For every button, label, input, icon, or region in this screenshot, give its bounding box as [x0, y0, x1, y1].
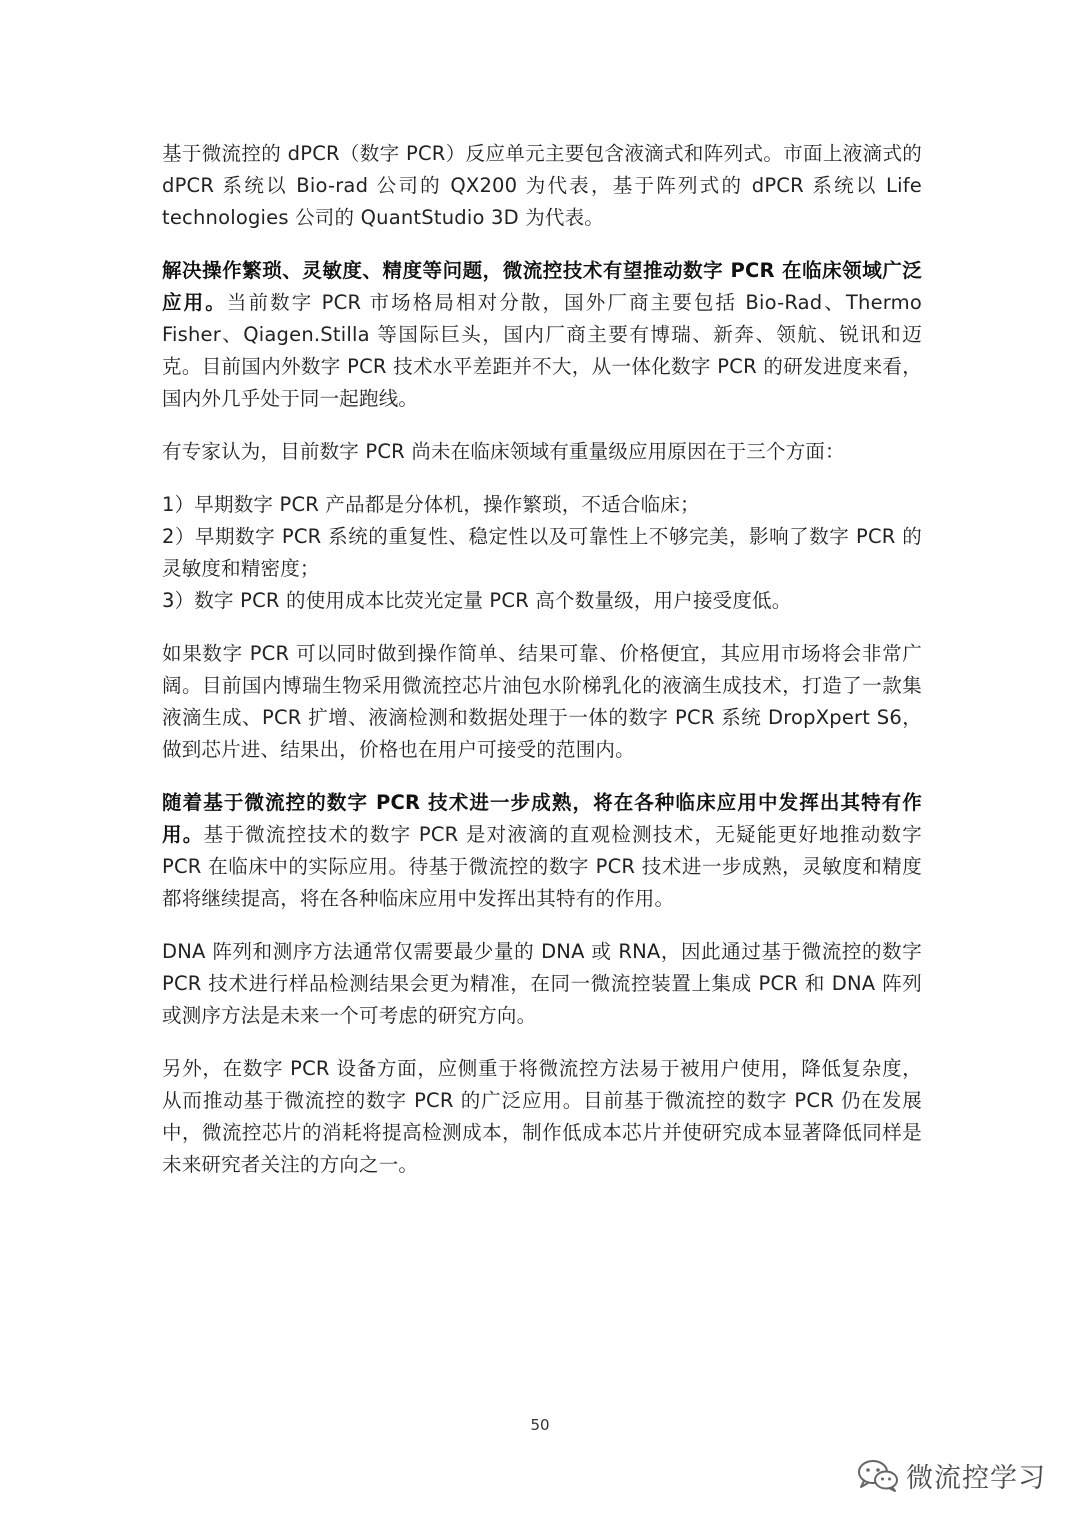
paragraph-1: [162, 138, 922, 234]
paragraph-4-text: 如果数字 PCR 可以同时做到操作简单、结果可靠、价格便宜，其应用市场将会非常广阔。目前国内博瑞生物采用微流控芯片油包水阶梯乳化的液滴生成技术，打造了一款集液滴生成、PCR 扩增、液滴检测和数据处理于一体的数字 PCR 系统 DropXpert S6，做到芯片进、结果出，价格也在用户可接受的范围内。: [162, 642, 922, 761]
paragraph-5: [162, 787, 922, 915]
page-number: 50: [530, 1416, 550, 1434]
paragraph-7-text: 另外，在数字 PCR 设备方面，应侧重于将微流控方法易于被用户使用，降低复杂度，从而推动基于微流控的数字 PCR 的广泛应用。目前基于微流控的数字 PCR 仍在发展中，微流控芯片的消耗将提高检测成本，制作低成本芯片并使研究成本显著降低同样是未来研究者关注的方向之一。: [162, 1057, 922, 1176]
paragraph-1-text: 基于微流控的 dPCR（数字 PCR）反应单元主要包含液滴式和阵列式。市面上液滴式的 dPCR 系统以 Bio-rad 公司的 QX200 为代表，基于阵列式的 dPCR 系统以 Life technologies 公司的 QuantStudio 3D 为代表。: [162, 142, 922, 229]
paragraph-5-text: 基于微流控技术的数字 PCR 是对液滴的直观检测技术，无疑能更好地推动数字 PCR 在临床中的实际应用。待基于微流控的数字 PCR 技术进一步成熟，灵敏度和精度都将继续提高，将在各种临床应用中发挥出其特有的作用。: [162, 823, 922, 910]
list-item-2: 2）早期数字 PCR 系统的重复性、稳定性以及可靠性上不够完美，影响了数字 PCR 的灵敏度和精密度；: [162, 525, 922, 580]
paragraph-3: [162, 436, 922, 468]
paragraph-2-text: 当前数字 PCR 市场格局相对分散，国外厂商主要包括 Bio-Rad、Thermo Fisher、Qiagen.Stilla 等国际巨头，国内厂商主要有博瑞、新奔、领航、锐讯和迈克。目前国内外数字 PCR 技术水平差距并不大，从一体化数字 PCR 的研发进度来看，国内外几乎处于同一起跑线。: [162, 291, 922, 410]
paragraph-2: [162, 255, 922, 415]
watermark: [856, 1456, 1046, 1495]
paragraph-5-bold: 随着基于微流控的数字 PCR 技术进一步成熟，将在各种临床应用中发挥出其特有作用。: [162, 791, 922, 846]
paragraph-6-text: DNA 阵列和测序方法通常仅需要最少量的 DNA 或 RNA，因此通过基于微流控的数字 PCR 技术进行样品检测结果会更为精准，在同一微流控装置上集成 PCR 和 DNA 阵列或测序方法是未来一个可考虑的研究方向。: [162, 940, 922, 1027]
watermark-text: 微流控学习: [906, 1463, 1046, 1494]
list-item-1: 1）早期数字 PCR 产品都是分体机，操作繁琐，不适合临床；: [162, 493, 700, 516]
paragraph-3-text: 有专家认为，目前数字 PCR 尚未在临床领域有重量级应用原因在于三个方面：: [162, 440, 845, 463]
paragraph-6: [162, 936, 922, 1032]
paragraph-2-bold: 解决操作繁琐、灵敏度、精度等问题，微流控技术有望推动数字 PCR 在临床领域广泛应用。: [162, 259, 922, 314]
list-item-3: 3）数字 PCR 的使用成本比荧光定量 PCR 高个数量级，用户接受度低。: [162, 589, 792, 612]
paragraph-7: [162, 1053, 922, 1181]
document-body: [162, 138, 922, 1202]
paragraph-4: [162, 638, 922, 766]
wechat-icon: [856, 1458, 900, 1494]
